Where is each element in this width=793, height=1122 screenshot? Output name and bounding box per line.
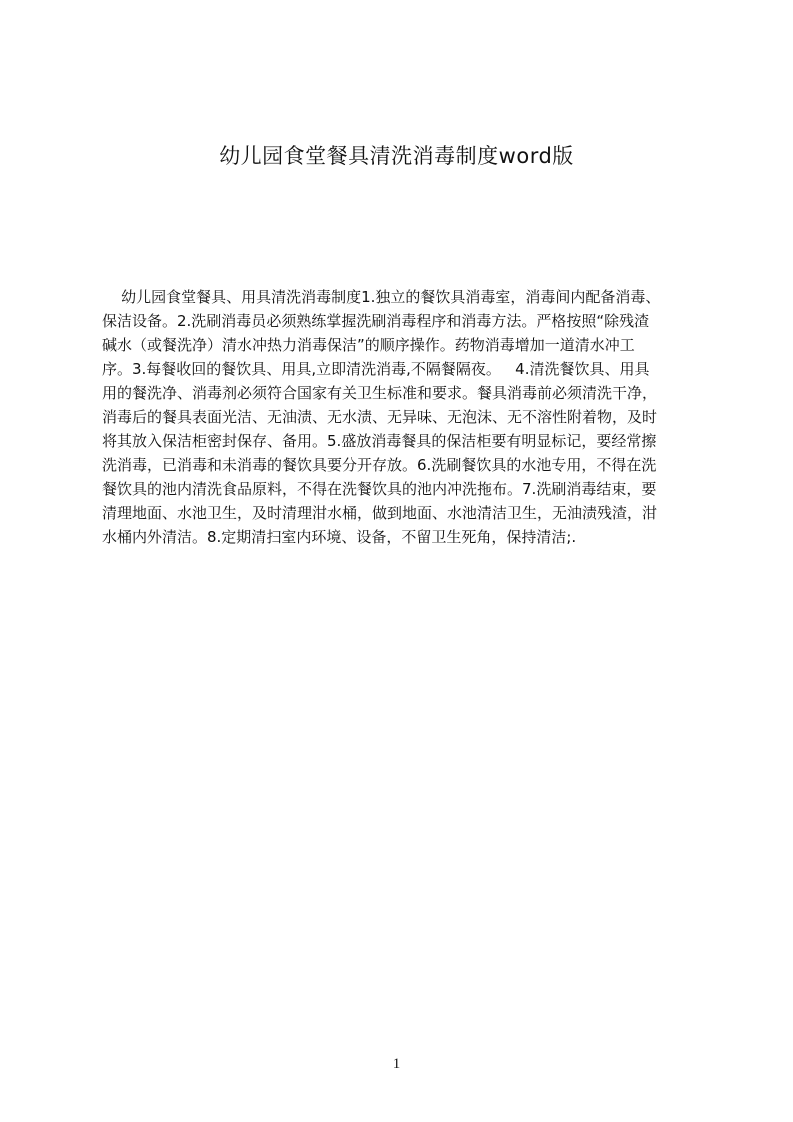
text-line: 碱水（或餐洗净）清水冲热力消毒保洁”的顺序操作。药物消毒增加一道清水冲工 (102, 336, 635, 354)
text-line: 保洁设备。2.洗刷消毒员必须熟练掌握洗刷消毒程序和消毒方法。严格按照“除残渣 (102, 312, 650, 330)
page-number: 1 (392, 1056, 401, 1072)
text-line: 清理地面、水池卫生，及时清理泔水桶，做到地面、水池清洁卫生，无油渍残渣，泔 (102, 504, 658, 522)
page-title: 幼儿园食堂餐具清洗消毒制度word版 (219, 144, 574, 168)
text-line: 将其放入保洁柜密封保存、备用。5.盛放消毒餐具的保洁柜要有明显标记，要经常擦 (102, 432, 657, 450)
text-line: 餐饮具的池内清洗食品原料，不得在洗餐饮具的池内冲洗拖布。7.洗刷消毒结束，要 (102, 480, 657, 498)
text-line: 洗消毒，已消毒和未消毒的餐饮具要分开存放。6.洗刷餐饮具的水池专用，不得在洗 (102, 456, 657, 474)
body-paragraph (102, 285, 742, 549)
text-line: 序。3.每餐收回的餐饮具、用具,立即清洗消毒,不隔餐隔夜。 4.清洗餐饮具、用具 (102, 360, 650, 378)
text-line: 消毒后的餐具表面光洁、无油渍、无水渍、无异味、无泡沫、无不溶性附着物，及时 (102, 408, 658, 426)
text-line: 水桶内外清洁。8.定期清扫室内环境、设备，不留卫生死角，保持清洁;. (102, 528, 577, 546)
text-line: 用的餐洗净、消毒剂必须符合国家有关卫生标准和要求。餐具消毒前必须清洗干净， (102, 384, 658, 402)
text-line: 幼儿园食堂餐具、用具清洗消毒制度1.独立的餐饮具消毒室，消毒间内配备消毒、 (102, 288, 661, 306)
